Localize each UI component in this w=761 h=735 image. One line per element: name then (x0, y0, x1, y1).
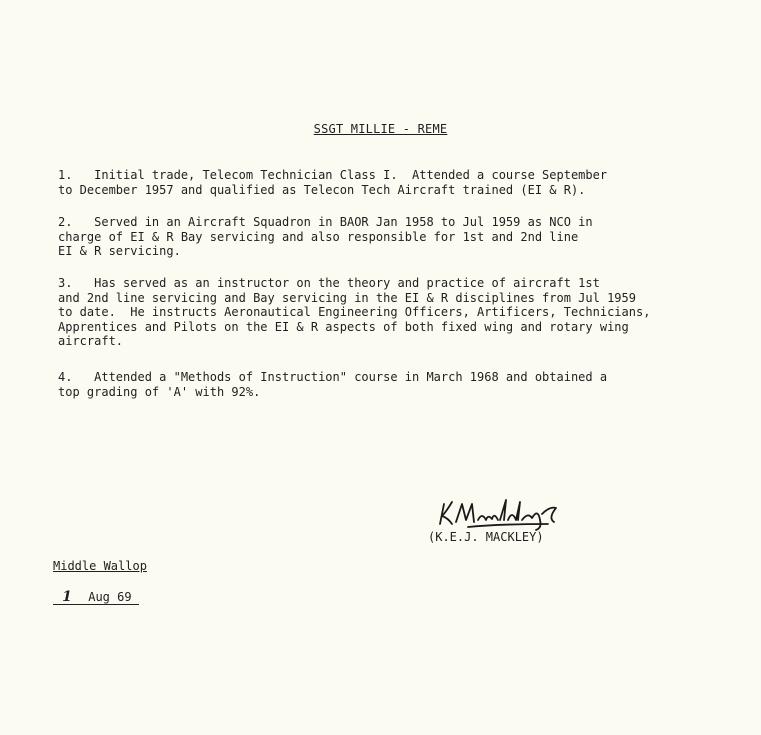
location-label: Middle Wallop (53, 559, 147, 573)
handwritten-signature (438, 494, 578, 534)
paragraph-2: 2. Served in an Aircraft Squadron in BAOR Jan 1958 to Jul 1959 as NCO in charge of EI & R Bay servicing and also responsible for 1st and 2nd line EI & R servicing. (58, 215, 593, 258)
date-day: 1 (62, 589, 72, 605)
signatory-name: (K.E.J. MACKLEY) (428, 530, 544, 544)
paragraph-1: 1. Initial trade, Telecom Technician Class I. Attended a course September to December 1957 and qualified as Telecon Tech Aircraft trained (EI & R). (58, 168, 608, 197)
paragraph-4: 4. Attended a "Methods of Instruction" course in March 1968 and obtained a top grading of 'A' with 92%. (58, 370, 608, 399)
document-title: SSGT MILLIE - REME (313, 122, 448, 136)
date-month-year: Aug 69 (88, 590, 132, 604)
date-underline (53, 604, 139, 605)
paragraph-3: 3. Has served as an instructor on the theory and practice of aircraft 1st and 2nd line servicing and Bay servicing in the EI & R disciplines from Jul 1959 to date. He instructs Aeronautical Engineering Officers, Artificers, Technicians, Apprentices and Pilots on the EI & R aspects of both fixed wing and rotary wing aircraft. (58, 276, 651, 348)
date-field (53, 590, 132, 605)
